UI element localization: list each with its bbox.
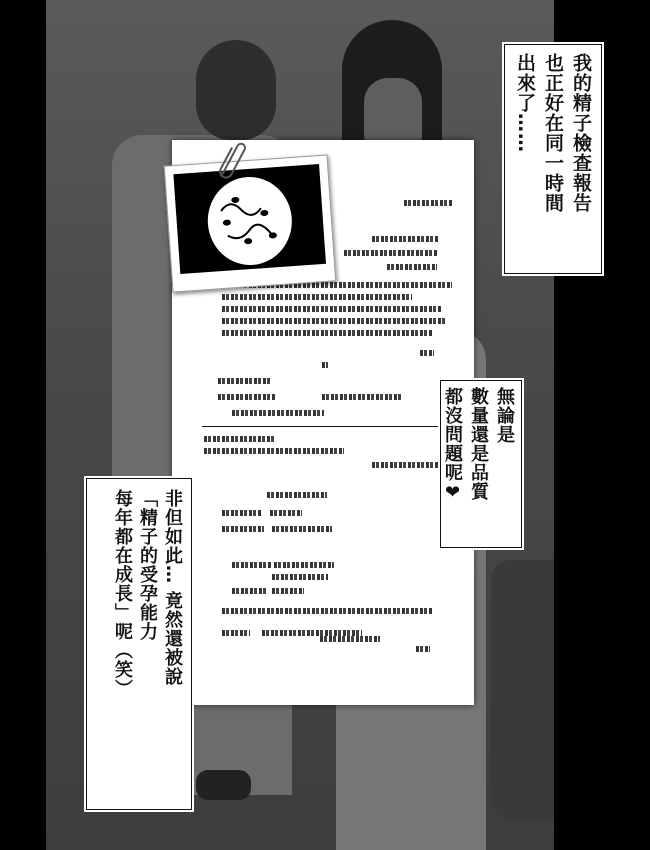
caption-middle-right-line-2: 數量還是品質 [468,387,489,501]
caption-left [86,478,192,810]
caption-top-right [504,44,602,274]
caption-left-line-1: 非但如此… [162,489,183,584]
heart-icon: ❤ [442,482,463,504]
man-shoe-right [196,770,251,800]
caption-middle-right [440,380,522,548]
caption-left-line-2: 竟然還被說 [162,591,183,687]
microscope-photo [164,154,336,292]
kneeling-legs [491,560,554,820]
caption-top-right-line-3: 出來了…… [514,53,536,153]
caption-left-line-3: 「精子的受孕能力 [137,489,158,641]
caption-left-line-4: 每年都在成長」呢（笑） [112,489,133,698]
caption-middle-right-line-3: 都沒問題呢 [442,387,463,482]
caption-middle-right-line-1: 無論是 [494,387,515,444]
caption-top-right-line-2: 也正好在同一時間 [542,53,564,213]
caption-top-right-line-1: 我的精子檢查報告 [570,53,592,213]
man-head [196,40,276,140]
